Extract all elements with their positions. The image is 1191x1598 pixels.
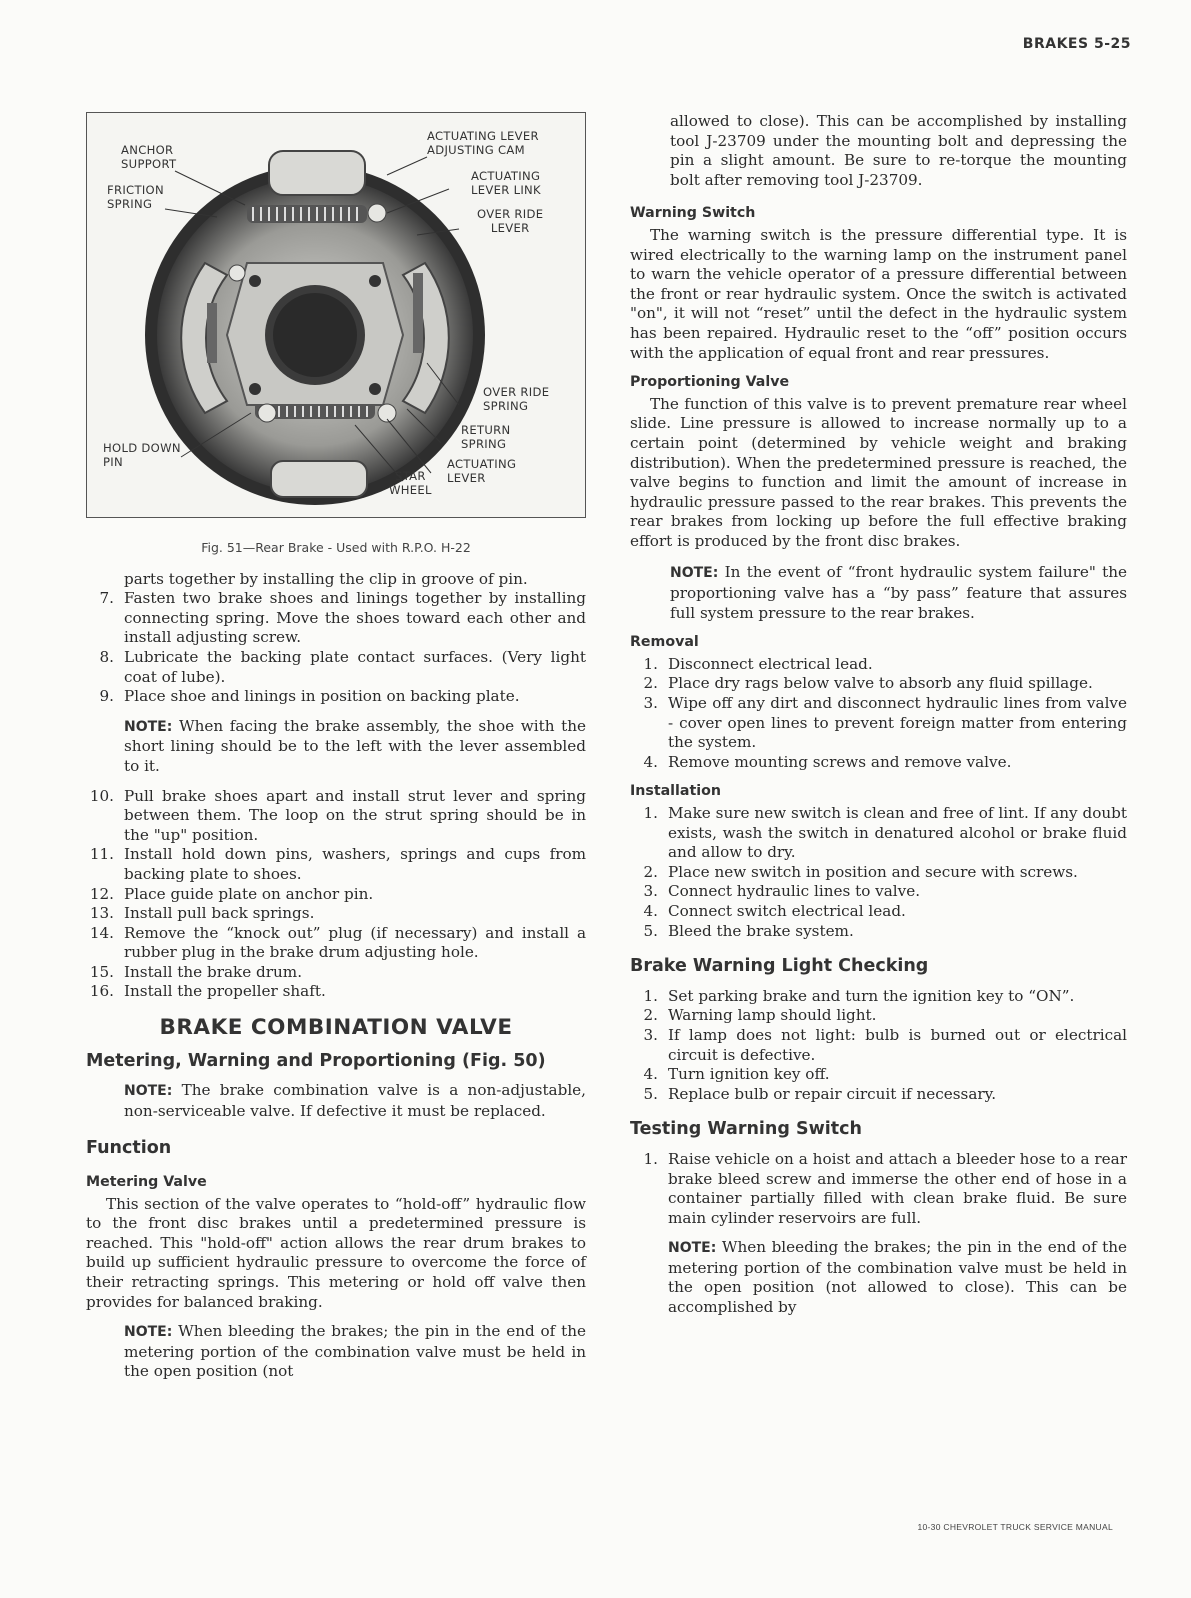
list-item: 14. Remove the “knock out” plug (if necessary) and install a rubber plug in the brake drum adjusting hole. xyxy=(89,923,586,962)
list-item: 3. Wipe off any dirt and disconnect hydraulic lines from valve - cover open lines to prevent foreign matter from entering the system. xyxy=(643,694,1127,752)
list-item: 2. Place new switch in position and secure with screws. xyxy=(643,862,1078,881)
list-item: 7. Fasten two brake shoes and linings together by installing connecting spring. Move the shoes toward each other and install adjusting screw. xyxy=(99,589,586,647)
page-header: BRAKES 5-25 xyxy=(1022,36,1131,52)
list-item: 4. Connect switch electrical lead. xyxy=(643,901,906,920)
list-item: 3. If lamp does not light: bulb is burned out or electrical circuit is defective. xyxy=(643,1025,1127,1064)
list-item: 1. Set parking brake and turn the ignition key to “ON”. xyxy=(643,986,1075,1005)
removal-steps xyxy=(630,655,1127,773)
label-friction-spring: FRICTION SPRING xyxy=(107,183,164,211)
list-item: 5. Bleed the brake system. xyxy=(643,921,854,940)
warning-switch-text: The warning switch is the pressure differential type. It is wired electrically to the warning lamp on the instrument panel to warn the vehicle operator of a pressure differential between the front or rear hydraulic system. Once the switch is activated "on", it will not “reset” until the defect in the hydraulic system has been repaired. Hydraulic reset to the “off” position occurs with the application of equal front and rear pressures. xyxy=(630,225,1127,362)
section-title: BRAKE COMBINATION VALVE xyxy=(159,1015,513,1041)
list-item: 2. Warning lamp should light. xyxy=(643,1006,877,1025)
note-bypass: NOTE: In the event of “front hydraulic system failure" the proportioning valve has a “by pass” feature that assures full system pressure to the rear brakes. xyxy=(670,563,1127,622)
continuation-text-right: allowed to close). This can be accomplished by installing tool J-23709 under the mounting bolt and depressing the pin a slight amount. Be sure to re-torque the mounting bolt after removing tool J-23709. xyxy=(670,112,1127,189)
list-item: 3. Connect hydraulic lines to valve. xyxy=(643,882,921,901)
list-item: 15. Install the brake drum. xyxy=(89,962,303,981)
continuation-text: parts together by installing the clip in groove of pin. xyxy=(124,569,528,588)
proportioning-text: The function of this valve is to prevent premature rear wheel slide. Line pressure is allowed to increase normally up to a certain point (determined by vehicle weight and braking distribution). When the predetermined pressure is reached, the valve begins to function and limit the amount of increase in hydraulic pressure passed to the rear brakes. This prevents the rear brakes from locking up before the full effective braking effort is produced by the front disc brakes. xyxy=(630,394,1127,550)
testing-switch-title: Testing Warning Switch xyxy=(630,1119,862,1140)
note-non-serviceable: NOTE: The brake combination valve is a non-adjustable, non-serviceable valve. If defective it must be replaced. xyxy=(124,1081,586,1120)
label-over-ride-lever: OVER RIDE LEVER xyxy=(477,207,544,235)
label-star-wheel: STAR WHEEL xyxy=(389,469,432,497)
label-actuating-lever-cam: ACTUATING LEVER ADJUSTING CAM xyxy=(427,129,539,157)
list-item: 1. Make sure new switch is clean and free of lint. If any doubt exists, wash the switch in denatured alcohol or brake fluid and allow to dry. xyxy=(643,804,1127,862)
testing-steps xyxy=(630,1150,1127,1228)
list-item: 4. Remove mounting screws and remove valve. xyxy=(643,752,1012,771)
metering-text: This section of the valve operates to “hold-off” hydraulic flow to the front disc brakes until a predetermined pressure is reached. This "hold-off" action allows the rear drum brakes to build up sufficient hydraulic pressure to overcome the force of their retracting springs. This metering or hold off valve then provides for balanced braking. xyxy=(86,1194,586,1311)
over-ride-spring xyxy=(413,273,423,353)
page-footer: 10-30 CHEVROLET TRUCK SERVICE MANUAL xyxy=(917,1522,1113,1532)
proportioning-title: Proportioning Valve xyxy=(630,374,790,391)
note-short-lining: NOTE: When facing the brake assembly, the shoe with the short lining should be to the left with the lever assembled to it. xyxy=(124,716,586,775)
installation-title: Installation xyxy=(630,783,721,800)
install-steps-a xyxy=(86,589,586,707)
list-item: 4. Turn ignition key off. xyxy=(643,1065,830,1084)
label-over-ride-spring: OVER RIDE SPRING xyxy=(483,385,550,413)
list-item: 10. Pull brake shoes apart and install strut lever and spring between them. The loop on the strut spring should be in the "up" position. xyxy=(89,786,586,844)
metering-title: Metering Valve xyxy=(86,1174,207,1191)
install-steps-b xyxy=(86,787,586,1003)
figure-caption: Fig. 51—Rear Brake - Used with R.P.O. H-22 xyxy=(201,540,471,555)
function-title: Function xyxy=(86,1138,172,1159)
label-anchor-support: ANCHOR SUPPORT xyxy=(121,143,177,171)
list-item: 2. Place dry rags below valve to absorb any fluid spillage. xyxy=(643,674,1093,693)
label-actuating-lever: ACTUATING LEVER xyxy=(447,457,517,485)
warning-light-steps xyxy=(630,987,1127,1105)
list-item: 1. Raise vehicle on a hoist and attach a bleeder hose to a rear brake bleed screw and immerse the other end of hose in a container partially filled with clean brake fluid. Be sure main cylinder reservoirs are full. xyxy=(643,1149,1127,1227)
label-actuating-lever-link: ACTUATING LEVER LINK xyxy=(471,169,541,197)
left-column xyxy=(86,112,586,1392)
list-item: 9. Place shoe and linings in position on backing plate. xyxy=(99,687,520,706)
removal-title: Removal xyxy=(630,634,699,651)
list-item: 13. Install pull back springs. xyxy=(89,904,315,923)
label-return-spring: RETURN SPRING xyxy=(461,423,511,451)
list-item: 1. Disconnect electrical lead. xyxy=(643,654,873,673)
list-item: 5. Replace bulb or repair circuit if necessary. xyxy=(643,1084,997,1103)
warning-light-title: Brake Warning Light Checking xyxy=(630,956,929,977)
list-item: 12. Place guide plate on anchor pin. xyxy=(89,884,374,903)
list-item: 11. Install hold down pins, washers, springs and cups from backing plate to shoes. xyxy=(89,845,586,883)
friction-spring xyxy=(207,303,217,363)
note-bleeding-right: NOTE: When bleeding the brakes; the pin in the end of the metering portion of the combination valve must be held in the open position (not allowed to close). This can be accomplished by xyxy=(668,1238,1127,1317)
brake-figure xyxy=(86,112,586,518)
subsection-title: Metering, Warning and Proportioning (Fig. 50) xyxy=(86,1050,546,1071)
list-item: 8. Lubricate the backing plate contact surfaces. (Very light coat of lube). xyxy=(99,647,586,686)
right-column xyxy=(630,112,1127,1328)
list-item: 16. Install the propeller shaft. xyxy=(89,982,326,1001)
label-hold-down-pin: HOLD DOWN PIN xyxy=(103,441,181,469)
installation-steps xyxy=(630,804,1127,941)
warning-switch-title: Warning Switch xyxy=(630,205,756,222)
note-bleeding-left: NOTE: When bleeding the brakes; the pin in the end of the metering portion of the combination valve must be held in the open position (not xyxy=(124,1322,586,1381)
